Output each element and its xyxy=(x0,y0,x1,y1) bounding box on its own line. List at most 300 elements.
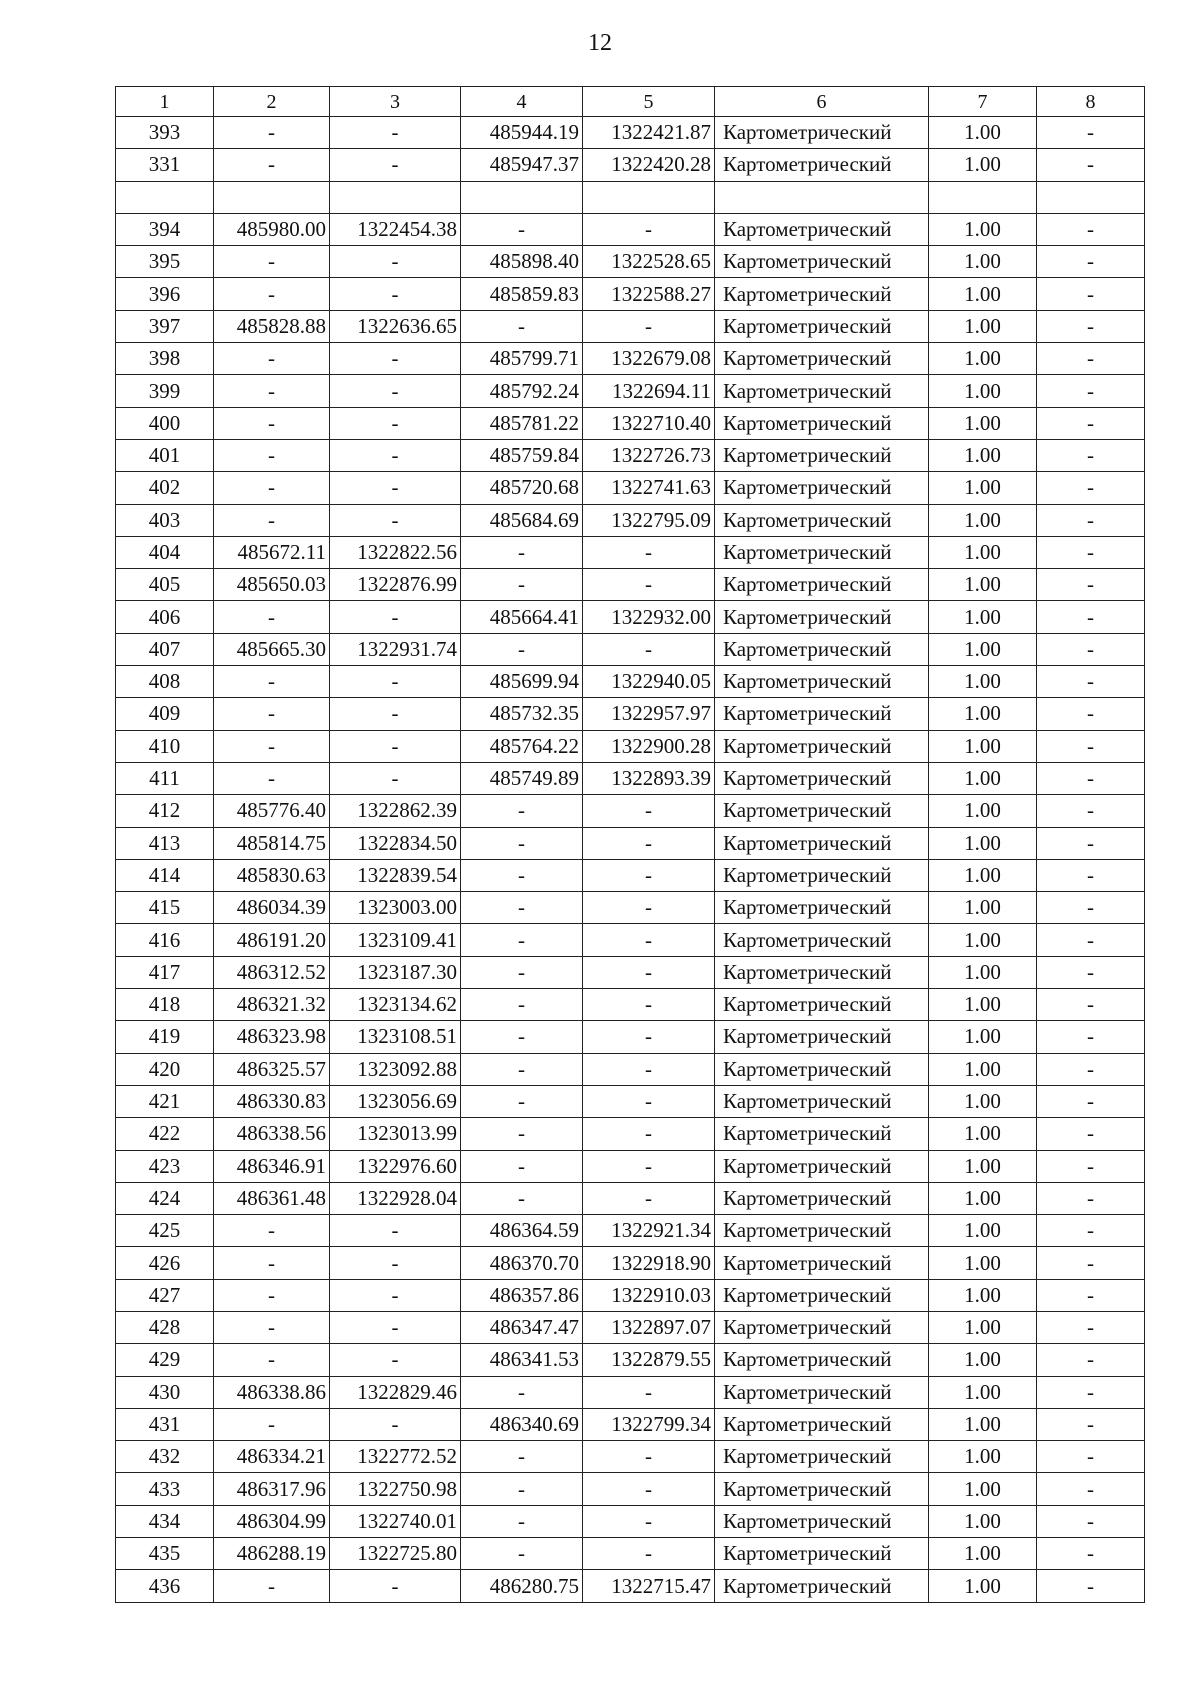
method-cell: Картометрический xyxy=(715,892,929,924)
y-old-cell: 1322822.56 xyxy=(330,536,461,568)
description-cell: - xyxy=(1037,633,1145,665)
y-new-cell: - xyxy=(583,213,715,245)
y-new-cell: 1322679.08 xyxy=(583,343,715,375)
description-cell: - xyxy=(1037,1118,1145,1150)
y-old-cell: - xyxy=(330,1570,461,1602)
x-new-cell: - xyxy=(461,1473,583,1505)
y-old-cell: 1323013.99 xyxy=(330,1118,461,1150)
y-old-cell xyxy=(330,181,461,213)
y-new-cell: - xyxy=(583,956,715,988)
point-number-cell: 418 xyxy=(116,989,214,1021)
accuracy-cell: 1.00 xyxy=(929,1344,1037,1376)
description-cell: - xyxy=(1037,1441,1145,1473)
accuracy-cell: 1.00 xyxy=(929,1538,1037,1570)
y-old-cell: - xyxy=(330,343,461,375)
x-new-cell: 485792.24 xyxy=(461,375,583,407)
y-old-cell: - xyxy=(330,117,461,149)
accuracy-cell: 1.00 xyxy=(929,1311,1037,1343)
point-number-cell: 428 xyxy=(116,1311,214,1343)
x-new-cell: 486357.86 xyxy=(461,1279,583,1311)
point-number-cell: 436 xyxy=(116,1570,214,1602)
method-cell: Картометрический xyxy=(715,1505,929,1537)
accuracy-cell: 1.00 xyxy=(929,730,1037,762)
x-new-cell: - xyxy=(461,859,583,891)
y-new-cell: 1322897.07 xyxy=(583,1311,715,1343)
accuracy-cell: 1.00 xyxy=(929,1085,1037,1117)
x-old-cell: - xyxy=(214,343,330,375)
table-row xyxy=(116,439,1145,471)
table-row xyxy=(116,1473,1145,1505)
table-row xyxy=(116,1505,1145,1537)
y-old-cell: 1323003.00 xyxy=(330,892,461,924)
y-new-cell: - xyxy=(583,859,715,891)
y-new-cell: 1322921.34 xyxy=(583,1215,715,1247)
accuracy-cell: 1.00 xyxy=(929,1182,1037,1214)
x-old-cell: 486325.57 xyxy=(214,1053,330,1085)
table-row xyxy=(116,924,1145,956)
table-row xyxy=(116,407,1145,439)
y-old-cell: 1323092.88 xyxy=(330,1053,461,1085)
x-old-cell: - xyxy=(214,1215,330,1247)
table-row xyxy=(116,730,1145,762)
x-old-cell: 486317.96 xyxy=(214,1473,330,1505)
x-new-cell: 485720.68 xyxy=(461,472,583,504)
method-cell: Картометрический xyxy=(715,1408,929,1440)
x-old-cell: 486321.32 xyxy=(214,989,330,1021)
point-number-cell: 405 xyxy=(116,569,214,601)
accuracy-cell: 1.00 xyxy=(929,504,1037,536)
x-old-cell: - xyxy=(214,601,330,633)
point-number-cell: 427 xyxy=(116,1279,214,1311)
description-cell: - xyxy=(1037,1570,1145,1602)
y-new-cell xyxy=(583,181,715,213)
point-number-cell: 393 xyxy=(116,117,214,149)
accuracy-cell xyxy=(929,181,1037,213)
x-new-cell: 486364.59 xyxy=(461,1215,583,1247)
description-cell: - xyxy=(1037,1215,1145,1247)
method-cell: Картометрический xyxy=(715,1311,929,1343)
y-old-cell: - xyxy=(330,278,461,310)
accuracy-cell: 1.00 xyxy=(929,1376,1037,1408)
point-number-cell: 399 xyxy=(116,375,214,407)
y-new-cell: 1322694.11 xyxy=(583,375,715,407)
point-number-cell: 410 xyxy=(116,730,214,762)
accuracy-cell: 1.00 xyxy=(929,246,1037,278)
method-cell: Картометрический xyxy=(715,1053,929,1085)
method-cell: Картометрический xyxy=(715,1182,929,1214)
y-old-cell: 1323109.41 xyxy=(330,924,461,956)
description-cell: - xyxy=(1037,1182,1145,1214)
description-cell: - xyxy=(1037,1150,1145,1182)
method-cell: Картометрический xyxy=(715,730,929,762)
x-old-cell: - xyxy=(214,246,330,278)
description-cell: - xyxy=(1037,1376,1145,1408)
page-number: 12 xyxy=(588,30,612,56)
x-old-cell: 486338.56 xyxy=(214,1118,330,1150)
method-cell: Картометрический xyxy=(715,827,929,859)
y-new-cell: - xyxy=(583,892,715,924)
x-old-cell: - xyxy=(214,1247,330,1279)
accuracy-cell: 1.00 xyxy=(929,1247,1037,1279)
x-new-cell: - xyxy=(461,213,583,245)
y-new-cell: - xyxy=(583,1053,715,1085)
y-new-cell: - xyxy=(583,1182,715,1214)
x-old-cell: 486330.83 xyxy=(214,1085,330,1117)
accuracy-cell: 1.00 xyxy=(929,439,1037,471)
point-number-cell: 433 xyxy=(116,1473,214,1505)
y-new-cell: - xyxy=(583,989,715,1021)
method-cell: Картометрический xyxy=(715,1441,929,1473)
accuracy-cell: 1.00 xyxy=(929,827,1037,859)
table-row xyxy=(116,1021,1145,1053)
y-new-cell: - xyxy=(583,924,715,956)
x-old-cell: 485830.63 xyxy=(214,859,330,891)
y-new-cell: 1322910.03 xyxy=(583,1279,715,1311)
x-old-cell: - xyxy=(214,504,330,536)
table-body xyxy=(116,87,1145,1603)
accuracy-cell: 1.00 xyxy=(929,601,1037,633)
table-row xyxy=(116,246,1145,278)
header-cell: 7 xyxy=(929,87,1037,117)
description-cell: - xyxy=(1037,149,1145,181)
description-cell: - xyxy=(1037,1408,1145,1440)
y-old-cell: 1322750.98 xyxy=(330,1473,461,1505)
y-new-cell: 1322893.39 xyxy=(583,762,715,794)
accuracy-cell: 1.00 xyxy=(929,1215,1037,1247)
point-number-cell: 420 xyxy=(116,1053,214,1085)
coordinates-table xyxy=(115,86,1145,1603)
description-cell: - xyxy=(1037,730,1145,762)
y-old-cell: - xyxy=(330,504,461,536)
x-old-cell: 486288.19 xyxy=(214,1538,330,1570)
x-new-cell: 485944.19 xyxy=(461,117,583,149)
x-old-cell: - xyxy=(214,666,330,698)
x-old-cell: 485980.00 xyxy=(214,213,330,245)
table-row xyxy=(116,795,1145,827)
point-number-cell: 423 xyxy=(116,1150,214,1182)
y-old-cell: - xyxy=(330,698,461,730)
y-new-cell: 1322588.27 xyxy=(583,278,715,310)
method-cell: Картометрический xyxy=(715,762,929,794)
description-cell: - xyxy=(1037,472,1145,504)
description-cell: - xyxy=(1037,375,1145,407)
x-new-cell: 485684.69 xyxy=(461,504,583,536)
x-new-cell: - xyxy=(461,569,583,601)
description-cell: - xyxy=(1037,1279,1145,1311)
table-row xyxy=(116,1344,1145,1376)
table-row xyxy=(116,1247,1145,1279)
y-new-cell: 1322940.05 xyxy=(583,666,715,698)
y-new-cell: - xyxy=(583,1150,715,1182)
x-old-cell: - xyxy=(214,1311,330,1343)
x-new-cell: - xyxy=(461,1150,583,1182)
x-old-cell: 486323.98 xyxy=(214,1021,330,1053)
method-cell: Картометрический xyxy=(715,698,929,730)
x-new-cell: 485732.35 xyxy=(461,698,583,730)
x-new-cell: 485859.83 xyxy=(461,278,583,310)
x-old-cell: 486034.39 xyxy=(214,892,330,924)
point-number-cell: 407 xyxy=(116,633,214,665)
method-cell: Картометрический xyxy=(715,1247,929,1279)
x-new-cell: 486341.53 xyxy=(461,1344,583,1376)
point-number-cell: 434 xyxy=(116,1505,214,1537)
table-row xyxy=(116,1182,1145,1214)
accuracy-cell: 1.00 xyxy=(929,569,1037,601)
y-new-cell: - xyxy=(583,1085,715,1117)
accuracy-cell: 1.00 xyxy=(929,1570,1037,1602)
point-number-cell: 424 xyxy=(116,1182,214,1214)
x-new-cell: 486370.70 xyxy=(461,1247,583,1279)
x-new-cell: - xyxy=(461,633,583,665)
table-row xyxy=(116,117,1145,149)
method-cell xyxy=(715,181,929,213)
accuracy-cell: 1.00 xyxy=(929,892,1037,924)
table-row xyxy=(116,310,1145,342)
y-old-cell: - xyxy=(330,1247,461,1279)
x-new-cell: 485749.89 xyxy=(461,762,583,794)
y-old-cell: 1323187.30 xyxy=(330,956,461,988)
y-old-cell: - xyxy=(330,1408,461,1440)
x-old-cell: - xyxy=(214,762,330,794)
accuracy-cell: 1.00 xyxy=(929,762,1037,794)
point-number-cell: 431 xyxy=(116,1408,214,1440)
accuracy-cell: 1.00 xyxy=(929,536,1037,568)
y-old-cell: - xyxy=(330,375,461,407)
header-cell: 5 xyxy=(583,87,715,117)
table-row xyxy=(116,1279,1145,1311)
table-row xyxy=(116,536,1145,568)
table-row xyxy=(116,633,1145,665)
x-new-cell: 485781.22 xyxy=(461,407,583,439)
accuracy-cell: 1.00 xyxy=(929,1441,1037,1473)
y-old-cell: - xyxy=(330,666,461,698)
y-new-cell: 1322421.87 xyxy=(583,117,715,149)
x-old-cell: 485665.30 xyxy=(214,633,330,665)
point-number-cell: 419 xyxy=(116,1021,214,1053)
method-cell: Картометрический xyxy=(715,1538,929,1570)
table-row xyxy=(116,892,1145,924)
table-row xyxy=(116,1053,1145,1085)
description-cell: - xyxy=(1037,536,1145,568)
x-new-cell: 485764.22 xyxy=(461,730,583,762)
accuracy-cell: 1.00 xyxy=(929,989,1037,1021)
point-number-cell: 331 xyxy=(116,149,214,181)
point-number-cell xyxy=(116,181,214,213)
accuracy-cell: 1.00 xyxy=(929,1150,1037,1182)
y-old-cell: - xyxy=(330,472,461,504)
x-new-cell: - xyxy=(461,1505,583,1537)
table-row xyxy=(116,213,1145,245)
x-new-cell: - xyxy=(461,1538,583,1570)
y-old-cell: 1322740.01 xyxy=(330,1505,461,1537)
point-number-cell: 421 xyxy=(116,1085,214,1117)
x-new-cell: - xyxy=(461,1441,583,1473)
x-old-cell: - xyxy=(214,149,330,181)
accuracy-cell: 1.00 xyxy=(929,633,1037,665)
y-old-cell: - xyxy=(330,1311,461,1343)
accuracy-cell: 1.00 xyxy=(929,1118,1037,1150)
x-new-cell: - xyxy=(461,924,583,956)
x-new-cell: - xyxy=(461,1118,583,1150)
x-old-cell: 486338.86 xyxy=(214,1376,330,1408)
y-new-cell: - xyxy=(583,310,715,342)
description-cell: - xyxy=(1037,1505,1145,1537)
x-old-cell: 486334.21 xyxy=(214,1441,330,1473)
point-number-cell: 398 xyxy=(116,343,214,375)
point-number-cell: 414 xyxy=(116,859,214,891)
y-new-cell: 1322528.65 xyxy=(583,246,715,278)
description-cell: - xyxy=(1037,569,1145,601)
method-cell: Картометрический xyxy=(715,633,929,665)
table-row xyxy=(116,1538,1145,1570)
method-cell: Картометрический xyxy=(715,1215,929,1247)
description-cell: - xyxy=(1037,956,1145,988)
point-number-cell: 432 xyxy=(116,1441,214,1473)
table-row xyxy=(116,375,1145,407)
y-old-cell: 1322931.74 xyxy=(330,633,461,665)
description-cell: - xyxy=(1037,924,1145,956)
point-number-cell: 435 xyxy=(116,1538,214,1570)
description-cell: - xyxy=(1037,601,1145,633)
y-new-cell: 1322879.55 xyxy=(583,1344,715,1376)
y-new-cell: - xyxy=(583,795,715,827)
method-cell: Картометрический xyxy=(715,1376,929,1408)
method-cell: Картометрический xyxy=(715,310,929,342)
x-new-cell: - xyxy=(461,827,583,859)
y-old-cell: - xyxy=(330,762,461,794)
x-old-cell: - xyxy=(214,1570,330,1602)
description-cell xyxy=(1037,181,1145,213)
y-old-cell: 1323134.62 xyxy=(330,989,461,1021)
table-row xyxy=(116,1085,1145,1117)
x-new-cell: - xyxy=(461,1021,583,1053)
x-old-cell: - xyxy=(214,375,330,407)
table-row xyxy=(116,1376,1145,1408)
accuracy-cell: 1.00 xyxy=(929,795,1037,827)
point-number-cell: 402 xyxy=(116,472,214,504)
accuracy-cell: 1.00 xyxy=(929,698,1037,730)
y-old-cell: 1322834.50 xyxy=(330,827,461,859)
accuracy-cell: 1.00 xyxy=(929,666,1037,698)
table-row xyxy=(116,1215,1145,1247)
method-cell: Картометрический xyxy=(715,343,929,375)
accuracy-cell: 1.00 xyxy=(929,1053,1037,1085)
y-old-cell: 1322454.38 xyxy=(330,213,461,245)
x-old-cell: - xyxy=(214,278,330,310)
table-row xyxy=(116,1441,1145,1473)
y-new-cell: - xyxy=(583,1505,715,1537)
method-cell: Картометрический xyxy=(715,956,929,988)
method-cell: Картометрический xyxy=(715,439,929,471)
y-old-cell: 1322876.99 xyxy=(330,569,461,601)
y-old-cell: 1322928.04 xyxy=(330,1182,461,1214)
method-cell: Картометрический xyxy=(715,213,929,245)
method-cell: Картометрический xyxy=(715,1279,929,1311)
x-old-cell: 485672.11 xyxy=(214,536,330,568)
y-new-cell: 1322918.90 xyxy=(583,1247,715,1279)
table-row xyxy=(116,601,1145,633)
point-number-cell: 417 xyxy=(116,956,214,988)
y-old-cell: 1323056.69 xyxy=(330,1085,461,1117)
point-number-cell: 415 xyxy=(116,892,214,924)
method-cell: Картометрический xyxy=(715,924,929,956)
accuracy-cell: 1.00 xyxy=(929,407,1037,439)
method-cell: Картометрический xyxy=(715,1021,929,1053)
x-old-cell: 486191.20 xyxy=(214,924,330,956)
point-number-cell: 422 xyxy=(116,1118,214,1150)
description-cell: - xyxy=(1037,795,1145,827)
table-row xyxy=(116,1150,1145,1182)
method-cell: Картометрический xyxy=(715,601,929,633)
description-cell: - xyxy=(1037,439,1145,471)
accuracy-cell: 1.00 xyxy=(929,1505,1037,1537)
y-new-cell: 1322710.40 xyxy=(583,407,715,439)
x-new-cell: - xyxy=(461,956,583,988)
accuracy-cell: 1.00 xyxy=(929,149,1037,181)
header-cell: 8 xyxy=(1037,87,1145,117)
x-new-cell: 485759.84 xyxy=(461,439,583,471)
y-new-cell: 1322957.97 xyxy=(583,698,715,730)
description-cell: - xyxy=(1037,989,1145,1021)
point-number-cell: 425 xyxy=(116,1215,214,1247)
point-number-cell: 404 xyxy=(116,536,214,568)
y-new-cell: 1322726.73 xyxy=(583,439,715,471)
point-number-cell: 411 xyxy=(116,762,214,794)
accuracy-cell: 1.00 xyxy=(929,859,1037,891)
x-new-cell: 485947.37 xyxy=(461,149,583,181)
table-row xyxy=(116,1570,1145,1602)
accuracy-cell: 1.00 xyxy=(929,956,1037,988)
method-cell: Картометрический xyxy=(715,278,929,310)
method-cell: Картометрический xyxy=(715,375,929,407)
method-cell: Картометрический xyxy=(715,1473,929,1505)
point-number-cell: 409 xyxy=(116,698,214,730)
description-cell: - xyxy=(1037,892,1145,924)
y-new-cell: - xyxy=(583,827,715,859)
x-new-cell: - xyxy=(461,536,583,568)
accuracy-cell: 1.00 xyxy=(929,278,1037,310)
method-cell: Картометрический xyxy=(715,859,929,891)
point-number-cell: 413 xyxy=(116,827,214,859)
description-cell: - xyxy=(1037,1053,1145,1085)
accuracy-cell: 1.00 xyxy=(929,117,1037,149)
y-old-cell: - xyxy=(330,730,461,762)
description-cell: - xyxy=(1037,698,1145,730)
description-cell: - xyxy=(1037,117,1145,149)
x-old-cell: 485650.03 xyxy=(214,569,330,601)
y-new-cell: 1322741.63 xyxy=(583,472,715,504)
description-cell: - xyxy=(1037,1311,1145,1343)
method-cell: Картометрический xyxy=(715,246,929,278)
y-old-cell: 1322829.46 xyxy=(330,1376,461,1408)
point-number-cell: 412 xyxy=(116,795,214,827)
x-old-cell: - xyxy=(214,472,330,504)
table-row xyxy=(116,343,1145,375)
method-cell: Картометрический xyxy=(715,407,929,439)
y-new-cell: 1322795.09 xyxy=(583,504,715,536)
description-cell: - xyxy=(1037,1021,1145,1053)
description-cell: - xyxy=(1037,1538,1145,1570)
accuracy-cell: 1.00 xyxy=(929,1021,1037,1053)
x-new-cell: - xyxy=(461,1053,583,1085)
x-new-cell: 485699.94 xyxy=(461,666,583,698)
method-cell: Картометрический xyxy=(715,1344,929,1376)
description-cell: - xyxy=(1037,1085,1145,1117)
table-row xyxy=(116,278,1145,310)
x-new-cell: 485799.71 xyxy=(461,343,583,375)
y-new-cell: - xyxy=(583,1021,715,1053)
y-old-cell: - xyxy=(330,601,461,633)
